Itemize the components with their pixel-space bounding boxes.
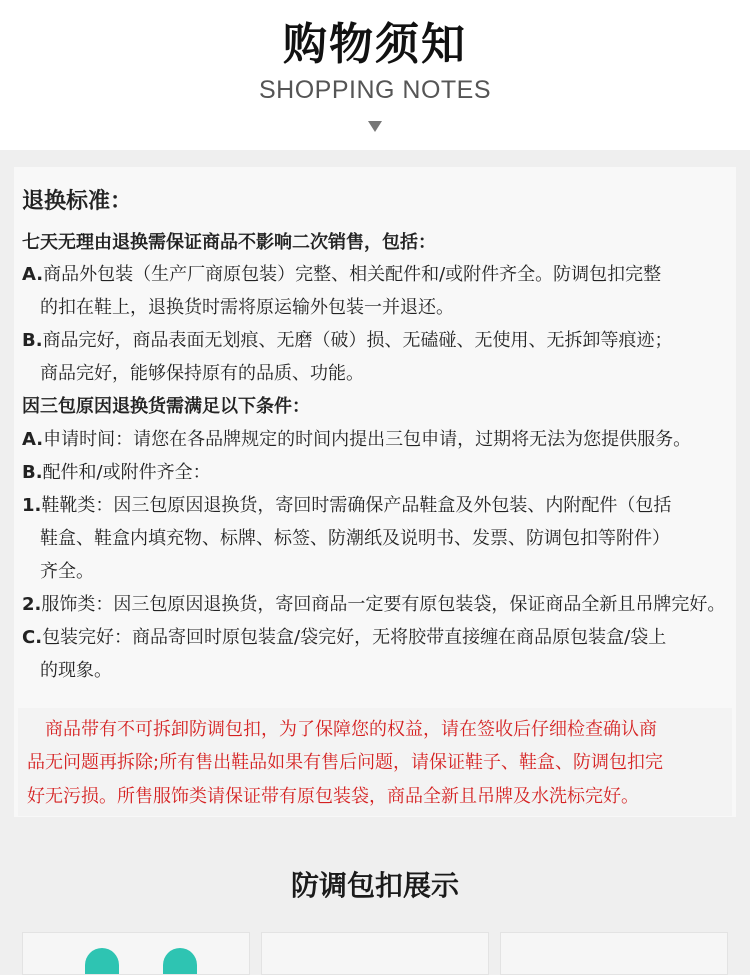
warning-line-3: 好无污损。所售服饰类请保证带有原包装袋，商品全新且吊牌及水洗标完好。 xyxy=(27,786,639,807)
item-marker: 2. xyxy=(22,594,42,615)
return-standard-heading: 退换标准： xyxy=(22,189,133,214)
item-2 xyxy=(22,593,725,617)
page-title: 购物须知 xyxy=(283,19,467,70)
shoe-image xyxy=(85,948,119,975)
item-text: 商品完好，商品表面无划痕、无磨（破）损、无磕碰、无使用、无拆卸等痕迹； xyxy=(42,330,673,351)
item-text: 配件和/或附件齐全： xyxy=(42,462,211,483)
triangle-down-icon xyxy=(368,121,382,132)
showcase-image-2 xyxy=(261,932,489,975)
item-marker: A. xyxy=(22,429,44,450)
item-b2 xyxy=(22,461,211,485)
item-a1 xyxy=(22,263,661,287)
warning-line-2: 品无问题再拆除;所有售出鞋品如果有售后问题，请保证鞋子、鞋盒、防调包扣完 xyxy=(27,752,664,773)
item-c-cont: 的现象。 xyxy=(40,660,112,681)
item-1 xyxy=(22,494,671,518)
seven-day-intro: 七天无理由退换需保证商品不影响二次销售，包括： xyxy=(22,232,436,253)
item-text: 申请时间：请您在各品牌规定的时间内提出三包申请，过期将无法为您提供服务。 xyxy=(43,429,692,450)
item-text: 包装完好：商品寄回时原包装盒/袋完好，无将胶带直接缠在商品原包装盒/袋上 xyxy=(42,627,667,648)
item-marker: B. xyxy=(22,462,43,483)
header-section xyxy=(0,0,750,150)
shoe-image xyxy=(163,948,197,975)
page-subtitle: SHOPPING NOTES xyxy=(258,76,492,104)
item-b1 xyxy=(22,329,673,353)
item-b1-cont: 商品完好，能够保持原有的品质、功能。 xyxy=(40,363,364,384)
item-marker: 1. xyxy=(22,495,42,516)
item-1-cont2: 齐全。 xyxy=(40,561,94,582)
item-c xyxy=(22,626,666,650)
item-1-cont: 鞋盒、鞋盒内填充物、标牌、标签、防潮纸及说明书、发票、防调包扣等附件） xyxy=(40,528,670,549)
item-marker: B. xyxy=(22,330,43,351)
item-a1-cont: 的扣在鞋上，退换货时需将原运输外包装一并退还。 xyxy=(40,297,454,318)
item-marker: A. xyxy=(22,264,44,285)
item-a2 xyxy=(22,428,691,452)
item-marker: C. xyxy=(22,627,43,648)
item-text: 服饰类：因三包原因退换货，寄回商品一定要有原包装袋，保证商品全新且吊牌完好。 xyxy=(41,594,726,615)
showcase-image-1 xyxy=(22,932,250,975)
item-text: 商品外包装（生产厂商原包装）完整、相关配件和/或附件齐全。防调包扣完整 xyxy=(43,264,662,285)
item-text: 鞋靴类：因三包原因退换货，寄回时需确保产品鞋盒及外包装、内附配件（包括 xyxy=(41,495,672,516)
warning-line-1: 商品带有不可拆卸防调包扣，为了保障您的权益，请在签收后仔细检查确认商 xyxy=(45,719,657,740)
showcase-title: 防调包扣展示 xyxy=(290,869,459,902)
conditions-heading: 因三包原因退换货需满足以下条件： xyxy=(22,396,310,417)
showcase-image-3 xyxy=(500,932,728,975)
